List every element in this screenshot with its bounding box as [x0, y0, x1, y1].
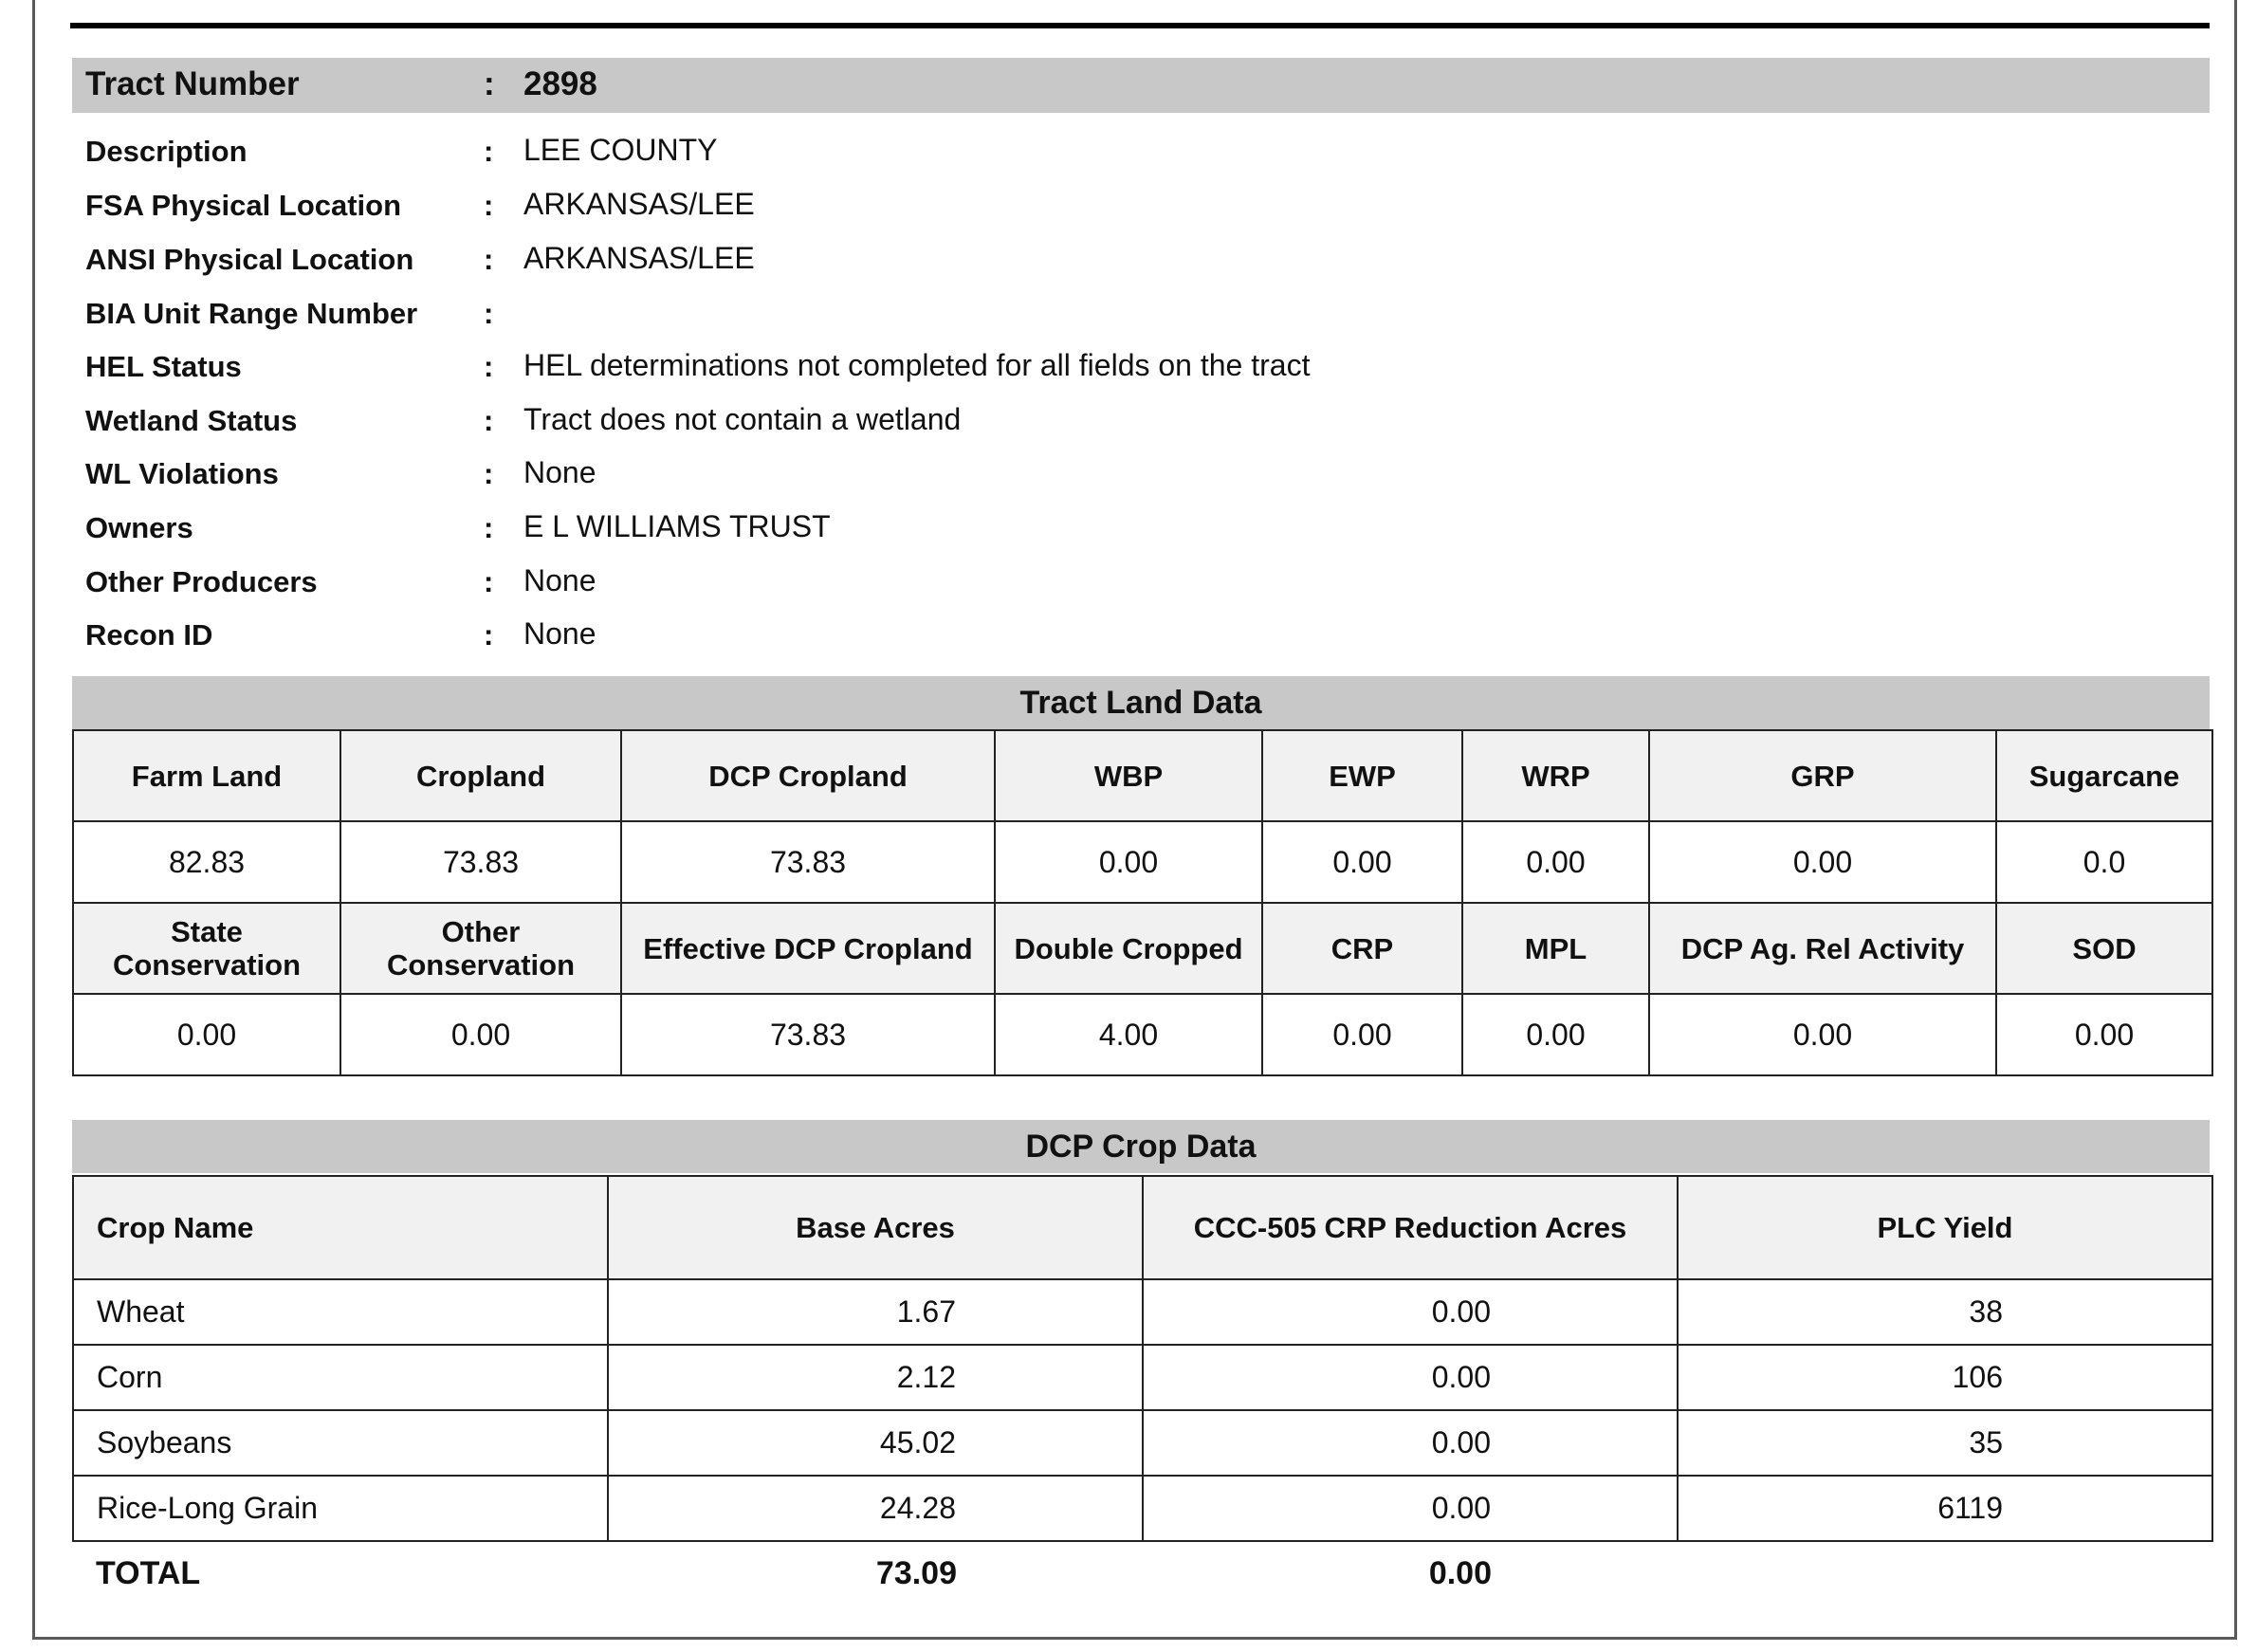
info-label: Owners — [85, 511, 193, 544]
land-header-cell: Farm Land — [73, 730, 340, 821]
crop-row — [73, 1279, 2212, 1345]
land-value-cell: 0.00 — [1462, 821, 1649, 903]
info-separator: : — [484, 457, 494, 490]
land-value-cell: 73.83 — [621, 821, 995, 903]
land-header-row — [73, 903, 2212, 994]
info-row-wetland-status — [72, 398, 2210, 446]
tract-number-value: 2898 — [523, 65, 597, 102]
tract-land-data-table — [72, 729, 2213, 1076]
info-separator: : — [484, 350, 494, 383]
info-value: E L WILLIAMS TRUST — [523, 509, 831, 543]
land-value-cell: 0.00 — [1649, 994, 1996, 1075]
page-border-bottom — [32, 1637, 2237, 1640]
info-label: FSA Physical Location — [85, 189, 402, 222]
info-label: BIA Unit Range Number — [85, 297, 418, 330]
base-acres-cell: 1.67 — [608, 1279, 1143, 1345]
info-row-ansi-physical-location — [72, 237, 2210, 285]
plc-yield-cell: 38 — [1678, 1279, 2212, 1345]
land-value-cell: 0.00 — [1649, 821, 1996, 903]
land-header-cell: DCP Ag. Rel Activity — [1649, 903, 1996, 994]
land-value-cell: 73.83 — [621, 994, 995, 1075]
info-row-fsa-physical-location — [72, 183, 2210, 230]
crop-row — [73, 1410, 2212, 1476]
info-row-recon-id — [72, 613, 2210, 660]
info-separator: : — [484, 511, 494, 544]
crop-header-cell: PLC Yield — [1678, 1176, 2212, 1279]
info-separator: : — [484, 243, 494, 276]
land-value-cell: 0.00 — [1262, 994, 1462, 1075]
info-value: LEE COUNTY — [523, 133, 718, 167]
crop-header-cell: CCC-505 CRP Reduction Acres — [1143, 1176, 1678, 1279]
land-header-cell: Other Conservation — [340, 903, 621, 994]
land-header-cell: CRP — [1262, 903, 1462, 994]
info-separator: : — [484, 618, 494, 652]
total-plc-empty — [1678, 1541, 2212, 1605]
land-header-cell: MPL — [1462, 903, 1649, 994]
land-header-cell: GRP — [1649, 730, 1996, 821]
base-acres-cell: 45.02 — [608, 1410, 1143, 1476]
page-border-right — [2234, 0, 2237, 1639]
land-value-row — [73, 821, 2212, 903]
info-value: None — [523, 563, 596, 597]
tract-number-separator: : — [484, 65, 495, 102]
plc-yield-cell: 106 — [1678, 1345, 2212, 1410]
base-acres-cell: 2.12 — [608, 1345, 1143, 1410]
land-header-row — [73, 730, 2212, 821]
crop-header-row — [73, 1176, 2212, 1279]
land-value-cell: 0.00 — [340, 994, 621, 1075]
land-value-cell: 73.83 — [340, 821, 621, 903]
ccc-505-cell: 0.00 — [1143, 1476, 1678, 1541]
crop-header-cell: Crop Name — [73, 1176, 608, 1279]
plc-yield-cell: 6119 — [1678, 1476, 2212, 1541]
ccc-505-cell: 0.00 — [1143, 1279, 1678, 1345]
info-row-hel-status — [72, 344, 2210, 392]
info-separator: : — [484, 565, 494, 598]
info-row-description — [72, 129, 2210, 176]
land-value-cell: 0.0 — [1996, 821, 2212, 903]
info-label: Other Producers — [85, 565, 318, 598]
plc-yield-cell: 35 — [1678, 1410, 2212, 1476]
land-header-cell: WRP — [1462, 730, 1649, 821]
land-value-cell: 0.00 — [1462, 994, 1649, 1075]
info-label: WL Violations — [85, 457, 279, 490]
land-value-cell: 82.83 — [73, 821, 340, 903]
dcp-crop-data-title: DCP Crop Data — [72, 1120, 2210, 1173]
land-header-cell: Effective DCP Cropland — [621, 903, 995, 994]
land-value-cell: 0.00 — [1996, 994, 2212, 1075]
info-value: ARKANSAS/LEE — [523, 241, 755, 275]
info-row-owners — [72, 505, 2210, 553]
info-value: ARKANSAS/LEE — [523, 187, 755, 221]
crop-total-row — [73, 1541, 2212, 1605]
land-header-cell: Sugarcane — [1996, 730, 2212, 821]
top-rule — [70, 23, 2210, 28]
land-header-cell: Double Cropped — [995, 903, 1262, 994]
info-label: Recon ID — [85, 618, 213, 652]
land-value-row — [73, 994, 2212, 1075]
ccc-505-cell: 0.00 — [1143, 1410, 1678, 1476]
dcp-crop-data-table — [72, 1175, 2213, 1605]
info-row-other-producers — [72, 560, 2210, 607]
info-separator: : — [484, 297, 494, 330]
crop-row — [73, 1345, 2212, 1410]
tract-number-label: Tract Number — [85, 65, 300, 102]
info-value: HEL determinations not completed for all fields on the tract — [523, 348, 1311, 382]
total-label: TOTAL — [96, 1554, 201, 1591]
page-border-left — [32, 0, 35, 1639]
ccc-505-cell: 0.00 — [1143, 1345, 1678, 1410]
crop-header-cell: Base Acres — [608, 1176, 1143, 1279]
land-value-cell: 4.00 — [995, 994, 1262, 1075]
land-header-cell: Cropland — [340, 730, 621, 821]
land-header-cell: EWP — [1262, 730, 1462, 821]
info-separator: : — [484, 189, 494, 222]
info-label: ANSI Physical Location — [85, 243, 414, 276]
land-header-cell: WBP — [995, 730, 1262, 821]
land-header-cell: DCP Cropland — [621, 730, 995, 821]
info-label: Wetland Status — [85, 404, 298, 437]
info-separator: : — [484, 404, 494, 437]
land-value-cell: 0.00 — [1262, 821, 1462, 903]
info-separator: : — [484, 135, 494, 168]
crop-name-cell: Corn — [73, 1345, 608, 1410]
land-value-cell: 0.00 — [73, 994, 340, 1075]
land-header-cell: SOD — [1996, 903, 2212, 994]
land-value-cell: 0.00 — [995, 821, 1262, 903]
crop-name-cell: Wheat — [73, 1279, 608, 1345]
base-acres-cell: 24.28 — [608, 1476, 1143, 1541]
info-label: Description — [85, 135, 248, 168]
info-label: HEL Status — [85, 350, 242, 383]
crop-name-cell: Rice-Long Grain — [73, 1476, 608, 1541]
total-ccc-505: 0.00 — [1428, 1554, 1492, 1591]
info-value: Tract does not contain a wetland — [523, 402, 962, 436]
info-row-bia-unit-range-number — [72, 291, 2210, 339]
tract-land-data-title: Tract Land Data — [72, 676, 2210, 729]
crop-row — [73, 1476, 2212, 1541]
tract-number-bar — [72, 58, 2210, 113]
info-value: None — [523, 616, 596, 651]
info-row-wl-violations — [72, 451, 2210, 499]
total-base-acres: 73.09 — [875, 1554, 957, 1591]
land-header-cell: State Conservation — [73, 903, 340, 994]
crop-name-cell: Soybeans — [73, 1410, 608, 1476]
info-value: None — [523, 455, 596, 489]
